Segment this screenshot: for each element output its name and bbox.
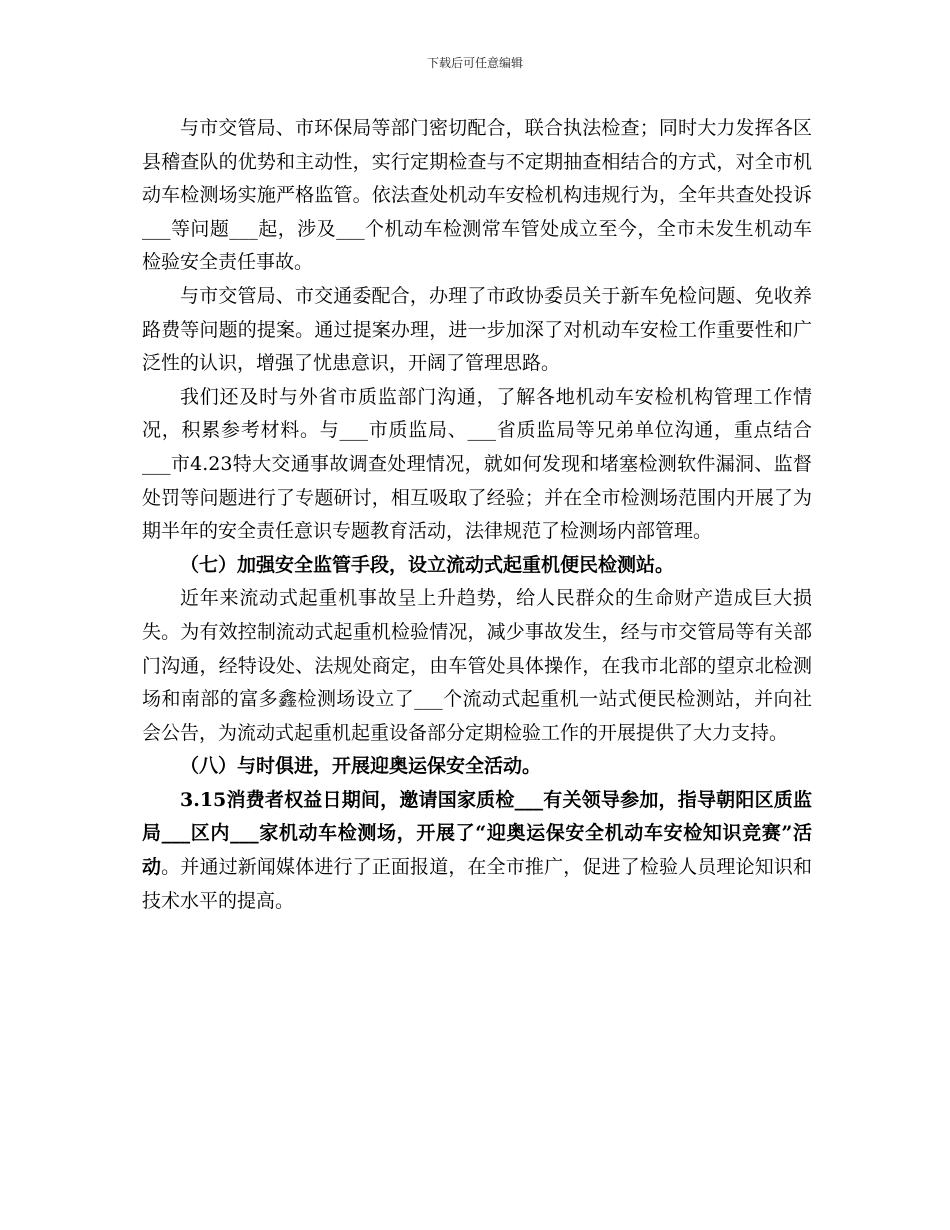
page-header: 下载后可任意编辑 bbox=[426, 56, 523, 70]
paragraph-joint-enforcement: 与市交管局、市环保局等部门密切配合，联合执法检查；同时大力发挥各区县稽查队的优势和主动性，实行定期检查与不定期抽查相结合的方式，对全市机动车检测场实施严格监管。依法查处机动车安检机构违规行为，全年共查处投诉___等问题___起，涉及___个机动车检测常车管处成立至今，全市未发生机动车检验安全责任事故。 bbox=[142, 117, 812, 274]
section-heading-8: （八）与时俱进，开展迎奥运保安全活动。 bbox=[180, 755, 542, 778]
section-heading-7: （七）加强安全监管手段，设立流动式起重机便民检测站。 bbox=[180, 553, 675, 576]
paragraph-olympics-activity bbox=[142, 784, 812, 918]
paragraph-interprovincial-communication: 我们还及时与外省市质监部门沟通，了解各地机动车安检机构管理工作情况，积累参考材料。与___市质监局、___省质监局等兄弟单位沟通，重点结合___市4.23特大交通事故调查处理情况，就如何发现和堵塞检测软件漏洞、监督处罚等问题进行了专题研讨，相互吸取了经验；并在全市检测场范围内开展了为期半年的安全责任意识专题教育活动，法律规范了检测场内部管理。 bbox=[142, 385, 812, 543]
paragraph-proposal-handling: 与市交管局、市交通委配合，办理了市政协委员关于新车免检问题、免收养路费等问题的提案。通过提案办理，进一步加深了对机动车安检工作重要性和广泛性的认识，增强了忧患意识，开阔了管理思路。 bbox=[142, 284, 812, 375]
paragraph-crane-stations: 近年来流动式起重机事故呈上升趋势，给人民群众的生命财产造成巨大损失。为有效控制流动式起重机检验情况，减少事故发生，经与市交管局等有关部门沟通，经特设处、法规处商定，由车管处具体操作，在我市北部的望京北检测场和南部的富多鑫检测场设立了___个流动式起重机一站式便民检测站，并向社会公告，为流动式起重机起重设备部分定期检验工作的开展提供了大力支持。 bbox=[142, 587, 812, 744]
document-body bbox=[142, 112, 812, 918]
bold-lead-text: 3.15消费者权益日期间，邀请国家质检___有关领导参加，指导朝阳区质监局___区内___家机动车检测场，开展了“迎奥运保安全机动车安检知识竞赛”活动 bbox=[142, 788, 812, 879]
normal-trailing-text: 。并通过新闻媒体进行了正面报道，在全市推广，促进了检验人员理论知识和技术水平的提高。 bbox=[142, 856, 812, 912]
